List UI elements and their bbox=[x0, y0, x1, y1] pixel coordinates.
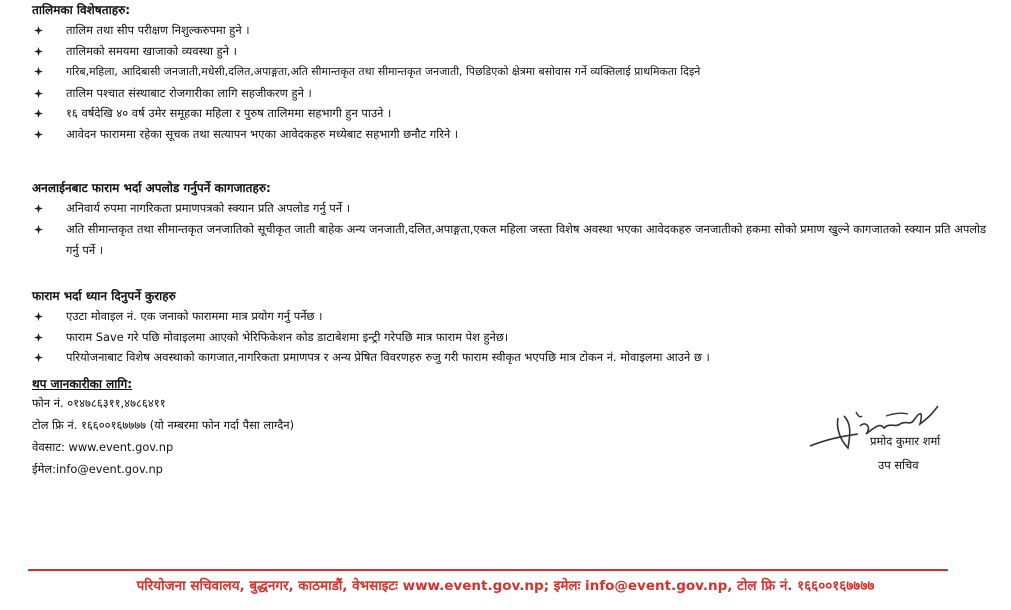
signatory-title: उप सचिव bbox=[878, 458, 919, 472]
four-diamond-bullet-icon bbox=[34, 47, 43, 56]
list-item-text: अनिवार्य रुपमा नागरिकता प्रमाणपत्रको स्क्यान प्रति अपलोड गर्नु पर्ने । bbox=[66, 201, 351, 215]
signatory-name: प्रमोद कुमार शर्मा bbox=[870, 434, 941, 448]
list-item bbox=[32, 306, 992, 327]
four-diamond-bullet-icon bbox=[34, 26, 43, 35]
list-item bbox=[32, 327, 992, 348]
list-item-text: गरिब,महिला, आदिबासी जनजाती,मधेसी,दलित,अपाङ्गता,अति सीमान्तकृत तथा सीमान्तकृत जनजाती, पिछडिएको क्षेत्रमा बसोवास गर्ने व्यक्तिलाई प्राथमिकता दिइने bbox=[66, 65, 701, 78]
list-item bbox=[32, 41, 992, 62]
upload-documents-section bbox=[32, 180, 992, 261]
list-item bbox=[32, 61, 992, 83]
four-diamond-bullet-icon bbox=[34, 67, 43, 76]
list-item bbox=[32, 20, 992, 41]
four-diamond-bullet-icon bbox=[34, 353, 43, 362]
training-features-list bbox=[32, 20, 992, 144]
form-notes-section bbox=[32, 288, 992, 368]
upload-documents-heading: अनलाईनबाट फाराम भर्दा अपलोड गर्नुपर्ने कागजातहरु: bbox=[32, 181, 271, 195]
email-line: ईमेल:info@event.gov.np bbox=[32, 462, 163, 476]
list-item-text: तालिम पश्चात संस्थाबाट रोजगारीका लागि सहजीकरण हुने । bbox=[66, 85, 312, 100]
form-notes-heading: फाराम भर्दा ध्यान दिनुपर्ने कुराहरु bbox=[32, 289, 176, 303]
upload-documents-list bbox=[32, 198, 992, 261]
contact-heading: थप जानकारीका लागि: bbox=[32, 377, 133, 391]
four-diamond-bullet-icon bbox=[34, 312, 43, 321]
handwritten-signature-image bbox=[800, 398, 970, 458]
list-item-text: फाराम Save गरे पछि मोवाइलमा आएको भेरिफिकेशन कोड डाटाबेशमा इन्ट्री गरेपछि मात्र फाराम पेश हुनेछ। bbox=[66, 329, 509, 344]
four-diamond-bullet-icon bbox=[34, 333, 43, 342]
phone-line: फोन नं. ०१४७८६३११,४७८६४११ bbox=[32, 396, 166, 410]
list-item-text: तालिम तथा सीप परीक्षण निशुल्करुपमा हुने । bbox=[66, 23, 250, 37]
website-line: वेवसाट: www.event.gov.np bbox=[32, 440, 174, 454]
footer-divider bbox=[28, 569, 948, 571]
signature-block bbox=[800, 398, 970, 498]
list-item bbox=[32, 124, 992, 145]
toll-free-line: टोल फ्रि नं. १६६००१६७७७७ (यो नम्बरमा फोन गर्दा पैसा लाग्दैन) bbox=[32, 418, 295, 432]
list-item-text: तालिमको समयमा खाजाको व्यवस्था हुने । bbox=[66, 43, 237, 58]
list-item-text: अति सीमान्तकृत तथा सीमान्तकृत जनजातिको सूचीकृत जाती बाहेक अन्य जनजाती,दलित,अपाङ्गता,एकल महिला जस्ता विशेष अवस्था भएका आवेदकहरु जनजातीको हकमा सोको प्रमाण खुल्ने कागजातको स्क्यान प्रति अपलोड गर्नु पर्ने । bbox=[66, 221, 987, 257]
list-item bbox=[32, 83, 992, 104]
four-diamond-bullet-icon bbox=[34, 89, 43, 98]
training-features-heading: तालिमका विशेषताहरु: bbox=[32, 3, 131, 17]
training-features-section bbox=[32, 2, 992, 144]
form-notes-list bbox=[32, 306, 992, 368]
list-item bbox=[32, 219, 992, 261]
list-item-text: परियोजनाबाट विशेष अवस्थाको कागजात,नागरिकता प्रमाणपत्र र अन्य प्रेषित विवरणहरु रुजु गरी फाराम स्वीकृत भएपछि मात्र टोकन नं. मोवाइलमा आउने छ । bbox=[66, 350, 710, 364]
list-item-text: एउटा मोवाइल नं. एक जनाको फाराममा मात्र प्रयोग गर्नु पर्नेछ । bbox=[66, 309, 323, 323]
list-item bbox=[32, 347, 992, 368]
list-item-text: १६ वर्षदेखि ४० वर्ष उमेर समूहका महिला र पुरुष तालिममा सहभागी हुन पाउने । bbox=[66, 106, 392, 120]
list-item-text: आवेदन फाराममा रहेका सूचक तथा सत्यापन भएका आवेदकहरु मध्येबाट सहभागी छनौट गरिने । bbox=[66, 126, 459, 141]
four-diamond-bullet-icon bbox=[34, 225, 43, 234]
contact-section bbox=[32, 376, 294, 480]
footer-text: परियोजना सचिवालय, बुद्धनगर, काठमाडौं, वेभसाइटः www.event.gov.np; इमेलः info@event.gov.np, टोल फ्रि नं. १६६००१६७७७७ bbox=[136, 578, 875, 594]
list-item bbox=[32, 103, 992, 124]
four-diamond-bullet-icon bbox=[34, 109, 43, 118]
four-diamond-bullet-icon bbox=[34, 130, 43, 139]
list-item bbox=[32, 198, 992, 219]
four-diamond-bullet-icon bbox=[34, 204, 43, 213]
